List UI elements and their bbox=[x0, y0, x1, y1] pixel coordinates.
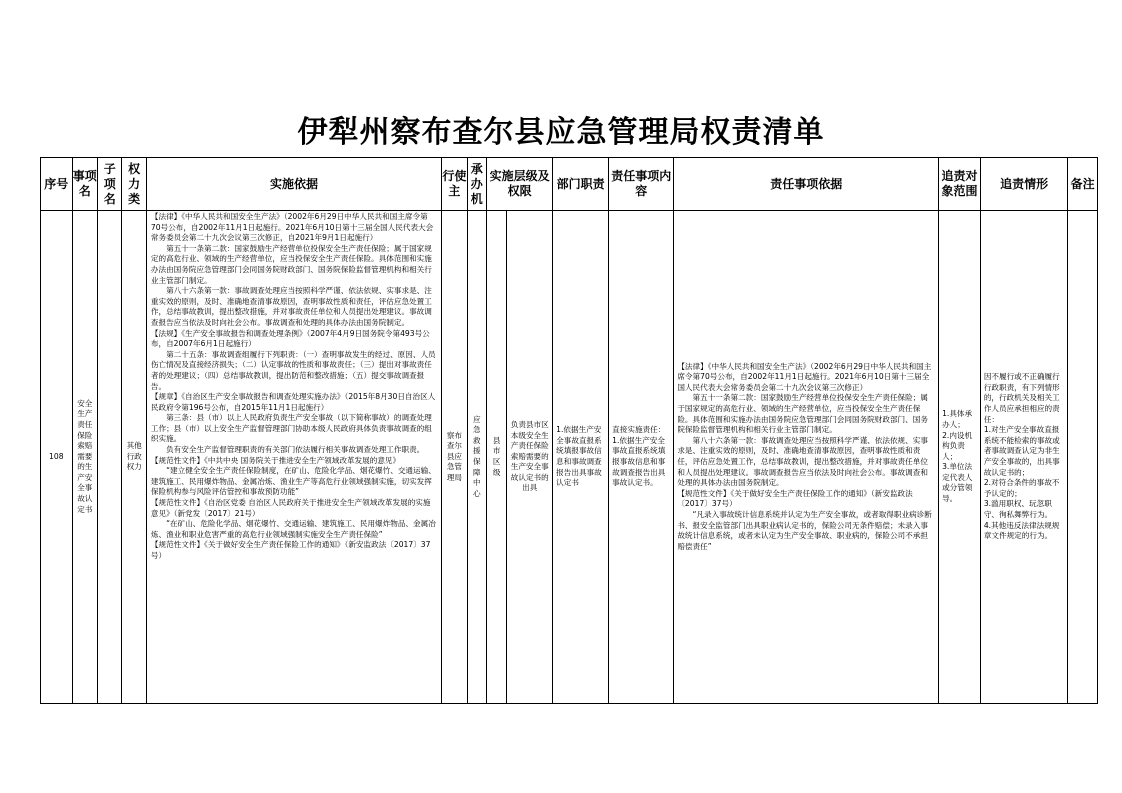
basis-paragraph: 【法规】《生产安全事故报告和调查处理条例》（2007年4月9日国务院令第493号公布，自2007年6月1日起施行） bbox=[150, 328, 430, 349]
basis-paragraph: “凡录入事故统计信息系统并认定为生产安全事故，或者取得职业病诊断书、报安全监管部门出具职业病认定书的，保险公司无条件赔偿；未录入事故统计信息系统，或者未认定为生产安全事故、职业病的，保险公司不承担赔偿责任” bbox=[677, 509, 932, 551]
cell-basis bbox=[146, 211, 441, 704]
basis-paragraph: 第八十六条第一款：事故调查处理应当按照科学严谨、依法依规、实事求是、注重实效的原则，及时、准确地查清事故原因，查明事故性质和责任，评估应急处置工作，总结事故教训，提出整改措施，并对事故责任单位和人员提出处理建议。事故调查报告应当依法及时向社会公布。事故调查和处理的具体办法由国务院制定。 bbox=[150, 286, 432, 327]
header-item: 事项名 bbox=[72, 158, 97, 211]
basis-paragraph: 第五十一条第二款：国家鼓励生产经营单位投保安全生产责任保险；属于国家规定的高危行业、领域的生产经营单位，应当投保安全生产责任保险。具体范围和实施办法由国务院应急管理部门会同国务院财政部门、国务院保险监督管理机构和相关行业主管部门制定。 bbox=[150, 243, 432, 285]
header-subject: 行使主 bbox=[442, 158, 467, 211]
table-row bbox=[41, 211, 1098, 704]
header-category: 权力类 bbox=[122, 158, 146, 211]
header-scope: 追责对象范围 bbox=[939, 158, 981, 211]
cell-seq: 108 bbox=[41, 211, 73, 704]
header-seq: 序号 bbox=[41, 158, 73, 211]
header-situation: 追责情形 bbox=[980, 158, 1068, 211]
basis-paragraph: “在矿山、危险化学品、烟花爆竹、交通运输、建筑施工、民用爆炸物品、金属冶炼、渔业和职业危害严重的高危行业领域强制实施安全生产责任保险” bbox=[150, 519, 436, 539]
cell-level: 县市区级 bbox=[486, 211, 506, 704]
cell-category: 其他行政权力 bbox=[122, 211, 146, 704]
basis-paragraph: 第二十五条：事故调查组履行下列职责：（一）查明事故发生的经过、原因、人员伤亡情况及直接经济损失；（二）认定事故的性质和事故责任；（三）提出对事故责任者的处理建议；（四）总结事故教训，提出防范和整改措施；（五）提交事故调查报告。 bbox=[150, 349, 436, 391]
basis-paragraph: “建立健全安全生产责任保险制度，在矿山、危险化学品、烟花爆竹、交通运输、建筑施工、民用爆炸物品、金属冶炼、渔业生产等高危行业领域强制实施，切实发挥保险机构参与风险评估管控和事故预防功能” bbox=[150, 466, 436, 497]
basis-paragraph: 【规范性文件】《关于做好安全生产责任保险工作的通知》（新安监政法〔2017〕37号） bbox=[677, 488, 913, 509]
cell-resp-basis bbox=[674, 211, 939, 704]
header-row bbox=[41, 158, 1098, 211]
header-resp-basis: 责任事项依据 bbox=[674, 158, 939, 211]
header-resp-content: 责任事项内容 bbox=[609, 158, 674, 211]
cell-level-detail: 负责县市区本级安全生产责任保险索赔需要的生产安全事故认定书的出具 bbox=[507, 211, 553, 704]
header-organ: 承办机 bbox=[467, 158, 486, 211]
header-basis: 实施依据 bbox=[146, 158, 441, 211]
cell-duty: 1.依据生产安全事故直报系统填报事故信息和事故调查报告出具事故认定书 bbox=[553, 211, 609, 704]
cell-situation: 因不履行或不正确履行行政职责，有下列情形的，行政机关及相关工作人员应承担相应的责任： 1.对生产安全事故直报系统不能检索的事故或者事故调查认定为非生产安全事故的，出具事故认定书的； 2.对符合条件的事故不予认定的； 3.滥用职权、玩忽职守、徇私舞弊行为。 4.其他违反法律法规规章文件规定的行为。 bbox=[980, 211, 1068, 704]
power-responsibility-table bbox=[40, 157, 1098, 704]
cell-item: 安全生产责任保险索赔需要的生产安全事故认定书 bbox=[72, 211, 97, 704]
basis-paragraph: 【规章】《自治区生产安全事故报告和调查处理实施办法》（2015年8月30日自治区人民政府令第196号公布，自2015年11月1日起施行） bbox=[150, 392, 436, 412]
basis-paragraph: 第八十六条第一款：事故调查处理应当按照科学严谨、依法依规、实事求是、注重实效的原则，及时、准确地查清事故原因，查明事故性质和责任，评估应急处置工作，总结事故教训，提出整改措施，并对事故责任单位和人员提出处理建议。事故调查报告应当依法及时向社会公布。事故调查和处理的具体办法由国务院制定。 bbox=[677, 435, 928, 488]
cell-scope: 1.具体承办人； 2.内设机构负责人； 3.单位法定代表人或分管领导。 bbox=[939, 211, 981, 704]
basis-paragraph: 【规范性文件】《自治区党委 自治区人民政府关于推进安全生产领域改革发展的实施意见》（新党发〔2017〕21号） bbox=[150, 498, 431, 518]
header-remark: 备注 bbox=[1068, 158, 1098, 211]
basis-paragraph: 【法律】《中华人民共和国安全生产法》（2002年6月29日中华人民共和国主席令第70号公布，自2002年11月1日起施行。2021年6月10日第十三届全国人民代表大会常务委员会第二十九次会议第三次修正） bbox=[677, 361, 932, 392]
basis-paragraph: 第三条：县（市）以上人民政府负责生产安全事故（以下简称事故）的调查处理工作；县（市）以上安全生产监督管理部门协助本级人民政府具体负责事故调查的组织实施。 bbox=[150, 413, 432, 444]
header-subitem: 子项名 bbox=[98, 158, 122, 211]
cell-organ: 应急救援保障中心 bbox=[467, 211, 486, 704]
cell-remark bbox=[1068, 211, 1098, 704]
basis-paragraph: 负有安全生产监督管理职责的有关部门依法履行相关事故调查处理工作职责。 bbox=[166, 445, 425, 455]
basis-paragraph: 【规范性文件】《中共中央 国务院关于推进安全生产领域改革发展的意见》 bbox=[150, 455, 401, 465]
cell-subitem bbox=[98, 211, 122, 704]
header-level: 实施层级及权限 bbox=[486, 158, 552, 211]
cell-subject: 察布查尔县应急管理局 bbox=[442, 211, 467, 704]
basis-paragraph: 【法律】《中华人民共和国安全生产法》（2002年6月29日中华人民共和国主席令第70号公布，自2002年11月1日起施行。2021年6月10日第十三届全国人民代表大会常务委员会第二十九次会议第三次修正，自2021年9月1日起施行） bbox=[150, 212, 434, 243]
page-title: 伊犁州察布查尔县应急管理局权责清单 bbox=[297, 115, 825, 150]
basis-paragraph: 第五十一条第二款：国家鼓励生产经营单位投保安全生产责任保险；属于国家规定的高危行业、领域的生产经营单位，应当投保安全生产责任保险。具体范围和实施办法由国务院应急管理部门会同国务院财政部门、国务院保险监督管理机构和相关行业主管部门制定。 bbox=[677, 393, 928, 435]
header-duty: 部门职责 bbox=[553, 158, 609, 211]
cell-resp-content: 直接实施责任： 1.依据生产安全事故直报系统填报事故信息和事故调查报告出具事故认定书。 bbox=[609, 211, 674, 704]
basis-paragraph: 【规范性文件】《关于做好安全生产责任保险工作的通知》（新安监政法〔2017〕37号） bbox=[150, 540, 431, 560]
